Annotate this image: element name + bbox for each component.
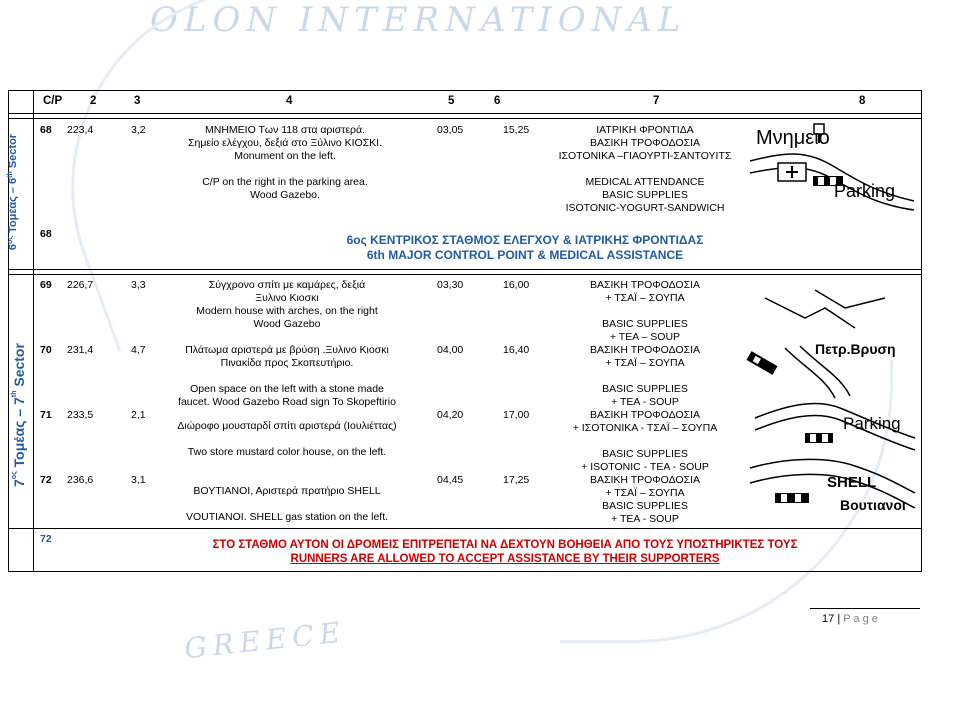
row71-description: Διώροφο μουσταρδί σπίτι αριστερά (Ιουλιέττας) Two store mustard color house, on the left. (177, 420, 397, 458)
page-number: 17 (822, 613, 835, 625)
sector7-map-sketch (745, 278, 917, 526)
col-header-7: 7 (653, 95, 660, 107)
row70-dist: 4,7 (131, 344, 146, 356)
map-label-monument: Μνημειο (756, 127, 830, 149)
row72-supplies: ΒΑΣΙΚΗ ΤΡΟΦΟΔΟΣΙΑ + ΤΣΑΪ – ΣΟΥΠΑ BASIC SUPPLIES + TEA - SOUP (589, 474, 700, 525)
row68-dist: 3,2 (131, 124, 146, 136)
map-label-shell: SHELL (827, 474, 877, 491)
row71-cp: 71 (40, 409, 52, 421)
sector6-label: $6^{o\varsigma}$ Τομέας – 6th Sector (7, 133, 19, 251)
row68-description: ΜΝΗΜΕΙΟ Των 118 στα αριστερά. Σημείο ελέγχου, δεξιά στο Ξύλινο ΚΙΟΣΚΙ. Monument on the left. C/P on the right in the parking area. Wood Gazebo. (187, 124, 382, 201)
notice72-text: ΣΤΟ ΣΤΑΘΜΟ ΑΥΤΟΝ ΟΙ ΔΡΟΜΕΙΣ ΕΠΙΤΡΕΠΕΤΑΙ ΝΑ ΔΕΧΤΟΥΝ ΒΟΗΘΕΙΑ ΑΠΟ ΤΟΥΣ ΥΠΟΣΤΗΡΙΚΤΕΣ ΤΟΥΣ RUNNERS ARE ALLOWED TO ACCEPT ASSISTANCE BY THEIR SUPPORTERS (212, 539, 798, 565)
col-header-6: 6 (494, 95, 501, 107)
row69-cp: 69 (40, 279, 52, 291)
row69-time2: 16,00 (503, 279, 530, 291)
row69-supplies: ΒΑΣΙΚΗ ΤΡΟΦΟΔΟΣΙΑ + ΤΣΑΪ – ΣΟΥΠΑ BASIC SUPPLIES + TEA – SOUP (589, 279, 700, 343)
map-label-petr-vrysi: Πετρ.Βρυση (815, 341, 896, 357)
row71-supplies: ΒΑΣΙΚΗ ΤΡΟΦΟΔΟΣΙΑ + ΙΣΟΤΟΝΙΚΑ - ΤΣΑΪ – ΣΟΥΠΑ BASIC SUPPLIES + ISOTONIC - TEA - SOUP (572, 409, 718, 473)
row72-description: ΒΟΥΤΙΑΝΟΙ, Αριστερά πρατήριο SHELL VOUTIANOI. SHELL gas station on the left. (185, 485, 389, 523)
row69-time1: 03,30 (437, 279, 464, 291)
col-header-3: 3 (134, 95, 141, 107)
row71-km: 233,5 (67, 409, 94, 421)
row70-time1: 04,00 (437, 344, 464, 356)
row68-cp: 68 (40, 124, 52, 136)
watermark-header: OLON INTERNATIONAL (150, 0, 687, 40)
notice68-cp: 68 (40, 228, 52, 240)
col-header-cp: C/P (43, 95, 63, 107)
row70-cp: 70 (40, 344, 52, 356)
map-label-parking-2: Parking (843, 414, 901, 433)
col-header-4: 4 (286, 95, 293, 107)
row68-map-sketch (748, 121, 916, 211)
row70-time2: 16,40 (503, 344, 530, 356)
row72-dist: 3,1 (131, 474, 146, 486)
row70-km: 231,4 (67, 344, 94, 356)
row70-supplies: ΒΑΣΙΚΗ ΤΡΟΦΟΔΟΣΙΑ + ΤΣΑΪ – ΣΟΥΠΑ BASIC SUPPLIES + TEA - SOUP (589, 344, 700, 408)
row71-time2: 17,00 (503, 409, 530, 421)
row71-time1: 04,20 (437, 409, 464, 421)
row68-time2: 15,25 (503, 124, 530, 136)
row69-dist: 3,3 (131, 279, 146, 291)
row68-supplies: ΙΑΤΡΙΚΗ ΦΡΟΝΤΙΔΑ ΒΑΣΙΚΗ ΤΡΟΦΟΔΟΣΙΑ ΙΣΟΤΟΝΙΚΑ –ΓΙΑΟΥΡΤΙ-ΣΑΝΤΟΥΙΤΣ MEDICAL ATTENDANCE BASIC SUPPLIES ISOTONIC-YOGURT-SANDWICH (558, 124, 732, 214)
footer-rule (810, 608, 920, 609)
row72-cp: 72 (40, 474, 52, 486)
row72-km: 236,6 (67, 474, 94, 486)
page-separator: | (837, 613, 841, 625)
map-label-voutianoi: Βουτιανοι (840, 497, 906, 513)
sector7-label: $7^{o\varsigma}$ Τομέας – 7th Sector (11, 343, 27, 487)
col-header-2: 2 (90, 95, 97, 107)
row69-km: 226,7 (67, 279, 94, 291)
row72-time2: 17,25 (503, 474, 530, 486)
notice68-text: 6ος ΚΕΝΤΡΙΚΟΣ ΣΤΑΘΜΟΣ ΕΛΕΓΧΟΥ & ΙΑΤΡΙΚΗΣ ΦΡΟΝΤΙΔΑΣ 6th MAJOR CONTROL POINT & MEDICAL ASSISTANCE (346, 233, 704, 262)
page-footer (822, 612, 878, 626)
col-header-5: 5 (448, 95, 455, 107)
row69-description: Σύγχρονο σπίτι με καμάρες, δεξιά Ξυλινο Κιοσκι Modern house with arches, on the right Wood Gazebo (196, 279, 378, 330)
row68-km: 223,4 (67, 124, 94, 136)
row68-time1: 03,05 (437, 124, 464, 136)
col-header-8: 8 (859, 95, 866, 107)
notice72-cp: 72 (40, 533, 52, 545)
page-word: P a g e (843, 613, 878, 625)
watermark-footer: GREECE (182, 615, 348, 666)
row71-dist: 2,1 (131, 409, 146, 421)
row72-time1: 04,45 (437, 474, 464, 486)
row70-description: Πλάτωμα αριστερά με βρύση .Ξυλινο Κιοσκι Πινακίδα προς Σκοπευτήριο. Open space on the left with a stone made faucet. Wood Gazebo Road sign To Skopeftirio (178, 344, 396, 408)
map-label-parking: Parking (834, 181, 896, 201)
